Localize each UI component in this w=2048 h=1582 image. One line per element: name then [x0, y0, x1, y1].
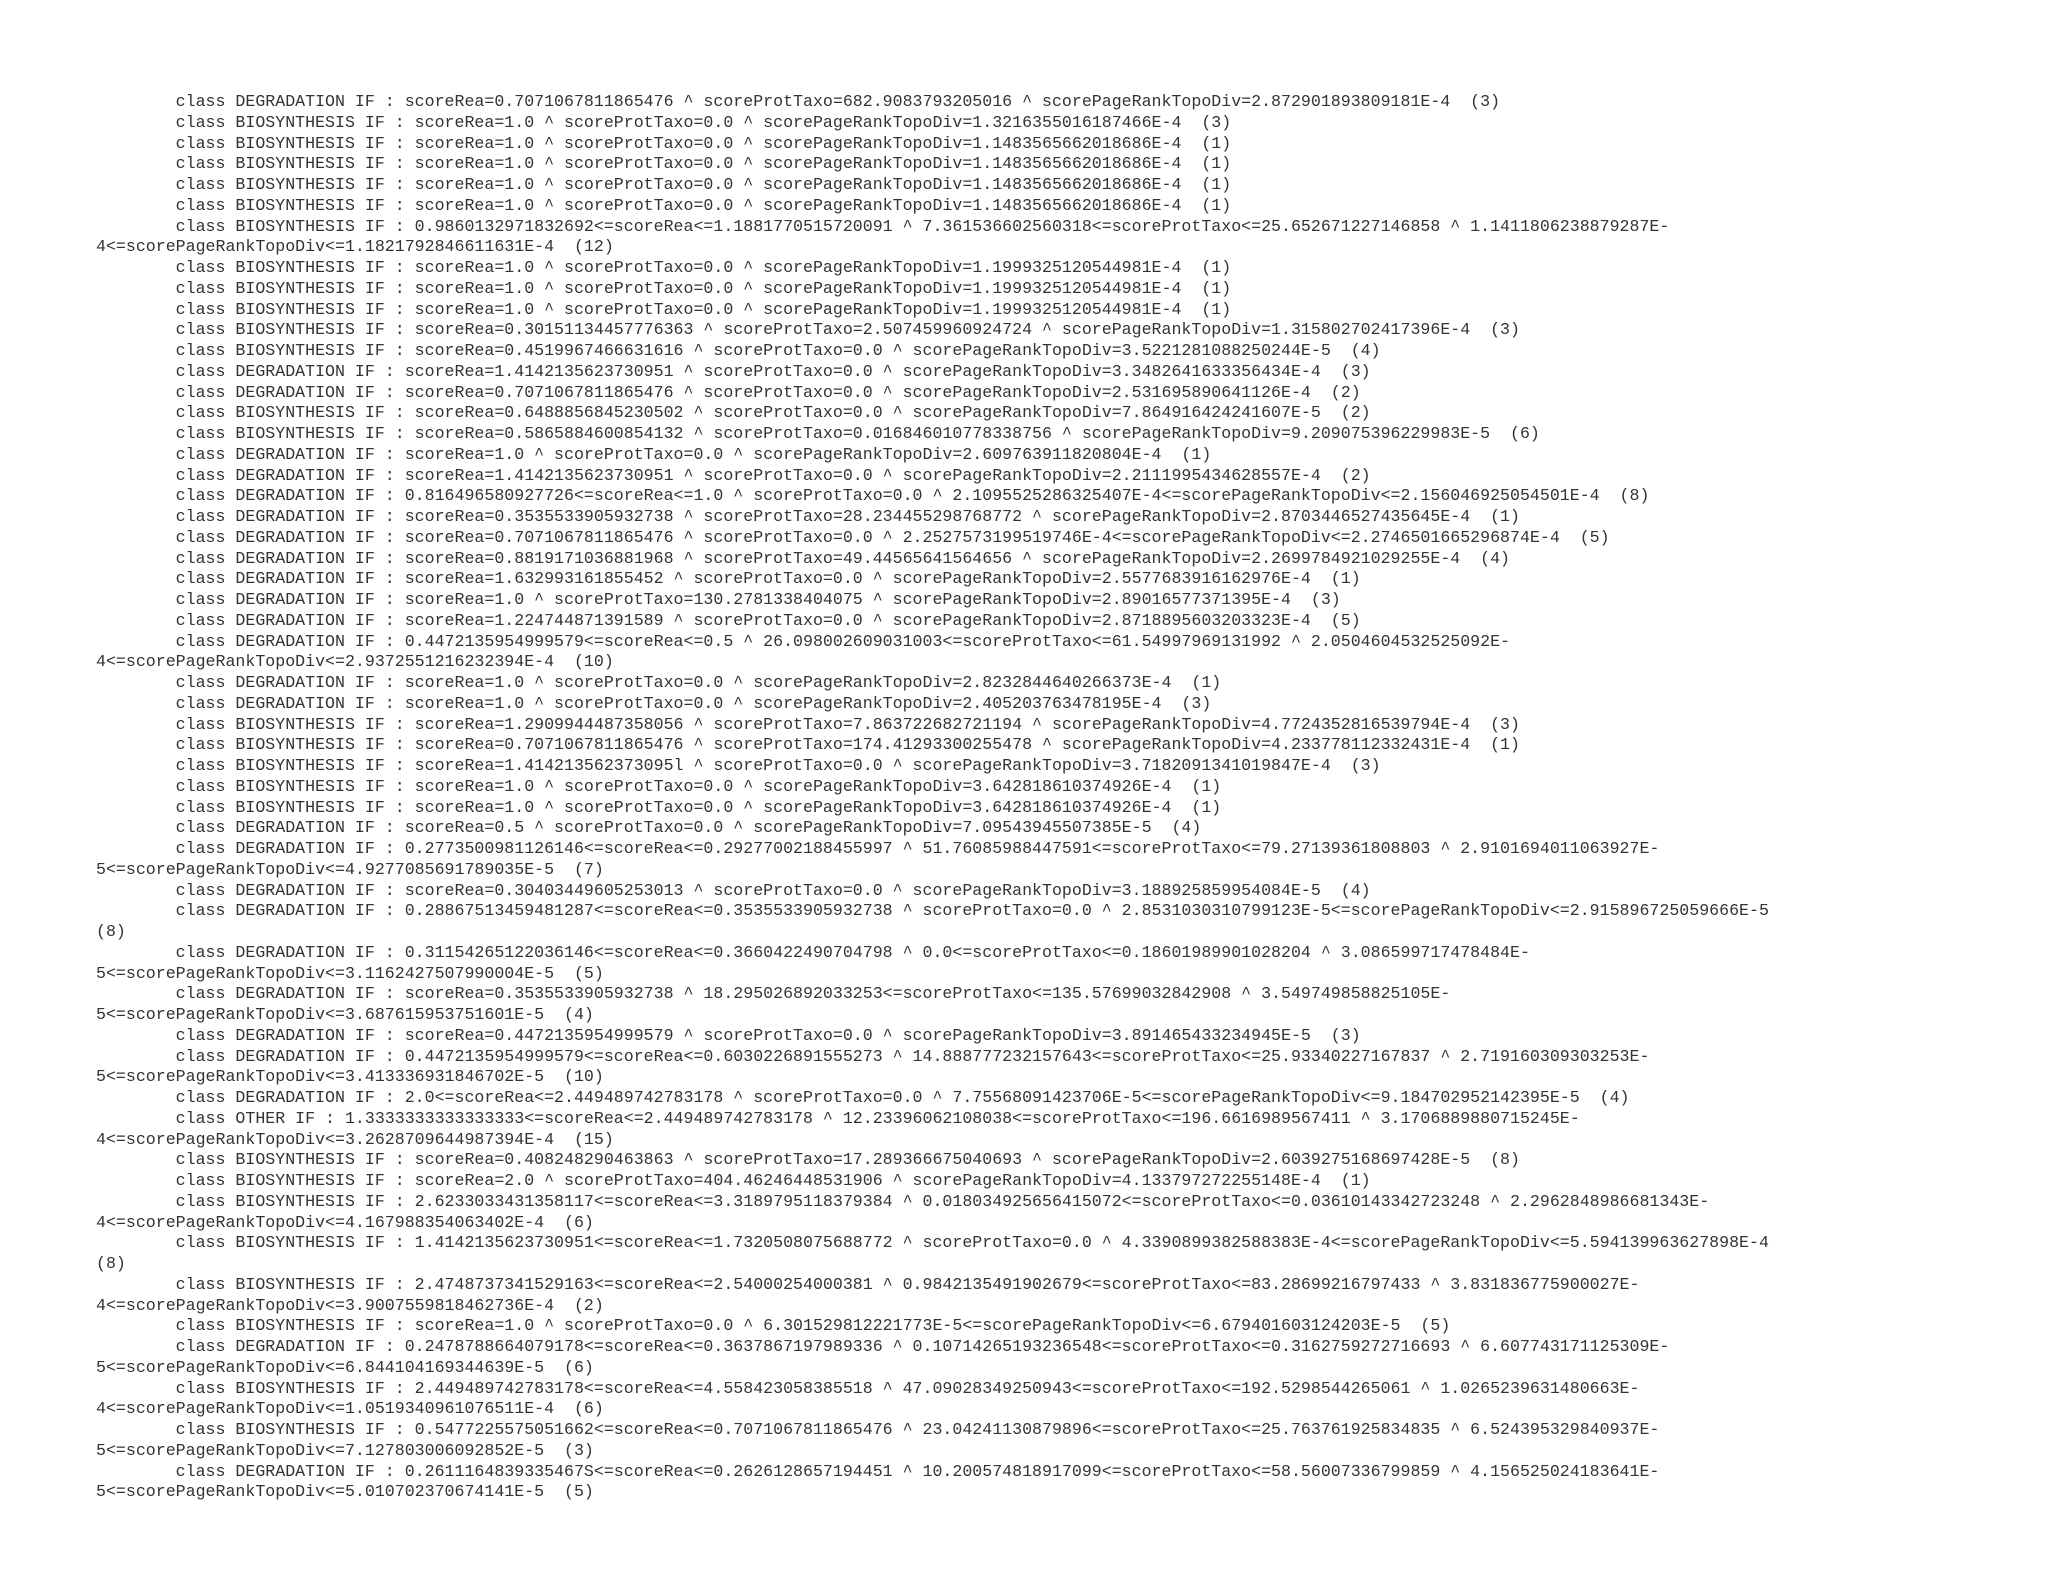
rule-line: class BIOSYNTHESIS IF : scoreRea=0.408248290463863 ^ scoreProtTaxo=17.289366675040693 ^ scorePageRankTopoDiv=2.6039275168697428E-5 (8): [96, 1150, 1520, 1170]
rule-line: (8): [96, 922, 126, 941]
rule-line: class BIOSYNTHESIS IF : scoreRea=1.0 ^ scoreProtTaxo=0.0 ^ scorePageRankTopoDiv=3.642818610374926E-4 (1): [96, 776, 1222, 796]
rule-line: class BIOSYNTHESIS IF : scoreRea=1.0 ^ scoreProtTaxo=0.0 ^ scorePageRankTopoDiv=1.1483565662018686E-4 (1): [96, 133, 1232, 153]
rule-line: class BIOSYNTHESIS IF : scoreRea=1.0 ^ scoreProtTaxo=0.0 ^ scorePageRankTopoDiv=1.1999325120544981E-4 (1): [96, 278, 1232, 298]
rule-line: class BIOSYNTHESIS IF : 2.6233033431358117<=scoreRea<=3.3189795118379384 ^ 0.018034925656415072<=scoreProtTaxo<=0.03610143342723248 ^ 2.2962848986681343E-: [96, 1191, 1710, 1211]
rule-line: class DEGRADATION IF : scoreRea=0.8819171036881968 ^ scoreProtTaxo=49.44565641564656 ^ scorePageRankTopoDiv=2.2699784921029255E-4 (4): [96, 548, 1511, 568]
rule-line: 4<=scorePageRankTopoDiv<=4.167988354063402E-4 (6): [96, 1212, 594, 1232]
rule-line: class DEGRADATION IF : scoreRea=0.7071067811865476 ^ scoreProtTaxo=682.9083793205016 ^ scorePageRankTopoDiv=2.872901893809181E-4 (3): [96, 92, 1501, 111]
rule-line: class BIOSYNTHESIS IF : scoreRea=1.0 ^ scoreProtTaxo=0.0 ^ scorePageRankTopoDiv=1.1483565662018686E-4 (1): [96, 175, 1232, 194]
rule-line: class BIOSYNTHESIS IF : scoreRea=1.2909944487358056 ^ scoreProtTaxo=7.863722682721194 ^ scorePageRankTopoDiv=4.7724352816539794E-4 (3): [96, 714, 1520, 734]
rule-line: 4<=scorePageRankTopoDiv<=1.0519340961076511E-4 (6): [96, 1399, 604, 1419]
rule-line: class DEGRADATION IF : scoreRea=0.30403449605253013 ^ scoreProtTaxo=0.0 ^ scorePageRankTopoDiv=3.188925859954084E-5 (4): [96, 880, 1371, 900]
rule-line: 4<=scorePageRankTopoDiv<=2.9372551216232394E-4 (10): [96, 652, 614, 672]
rule-line: class BIOSYNTHESIS IF : scoreRea=1.414213562373095l ^ scoreProtTaxo=0.0 ^ scorePageRankTopoDiv=3.7182091341019847E-4 (3): [96, 756, 1381, 775]
rule-line: class BIOSYNTHESIS IF : scoreRea=1.0 ^ scoreProtTaxo=0.0 ^ scorePageRankTopoDiv=1.1999325120544981E-4 (1): [96, 258, 1232, 277]
rule-line: class BIOSYNTHESIS IF : scoreRea=1.0 ^ scoreProtTaxo=0.0 ^ 6.301529812221773E-5<=scorePageRankTopoDiv<=6.679401603124203E-5 (5): [96, 1316, 1451, 1336]
rule-line: class BIOSYNTHESIS IF : 0.9860132971832692<=scoreRea<=1.1881770515720091 ^ 7.361536602560318<=scoreProtTaxo<=25.652671227146858 ^ 1.1411806238879287E-: [96, 216, 1670, 236]
rule-line: class BIOSYNTHESIS IF : scoreRea=0.30151134457776363 ^ scoreProtTaxo=2.507459960924724 ^ scorePageRankTopoDiv=1.315802702417396E-4 (3): [96, 320, 1520, 340]
rule-line: class BIOSYNTHESIS IF : scoreRea=0.7071067811865476 ^ scoreProtTaxo=174.41293300255478 ^ scorePageRankTopoDiv=4.233778112332431E-4 (1): [96, 735, 1520, 755]
rule-line: class BIOSYNTHESIS IF : scoreRea=1.0 ^ scoreProtTaxo=0.0 ^ scorePageRankTopoDiv=1.1483565662018686E-4 (1): [96, 154, 1232, 174]
rule-line: class BIOSYNTHESIS IF : scoreRea=0.6488856845230502 ^ scoreProtTaxo=0.0 ^ scorePageRankTopoDiv=7.864916424241607E-5 (2): [96, 403, 1371, 423]
rule-line: class BIOSYNTHESIS IF : 0.5477225575051662<=scoreRea<=0.7071067811865476 ^ 23.04241130879896<=scoreProtTaxo<=25.763761925834835 ^ 6.524395329840937E-: [96, 1420, 1660, 1439]
rule-line: class DEGRADATION IF : 0.31154265122036146<=scoreRea<=0.3660422490704798 ^ 0.0<=scoreProtTaxo<=0.18601989901028204 ^ 3.086599717478484E-: [96, 942, 1530, 962]
rule-line: 5<=scorePageRankTopoDiv<=4.9277085691789035E-5 (7): [96, 859, 604, 879]
rule-line: class DEGRADATION IF : 2.0<=scoreRea<=2.449489742783178 ^ scoreProtTaxo=0.0 ^ 7.75568091423706E-5<=scorePageRankTopoDiv<=9.184702952142395E-5 (4): [96, 1088, 1630, 1107]
rule-line: 5<=scorePageRankTopoDiv<=3.687615953751601E-5 (4): [96, 1005, 594, 1024]
rule-line: class DEGRADATION IF : scoreRea=1.632993161855452 ^ scoreProtTaxo=0.0 ^ scorePageRankTopoDiv=2.5577683916162976E-4 (1): [96, 569, 1361, 589]
rule-line: class BIOSYNTHESIS IF : scoreRea=0.5865884600854132 ^ scoreProtTaxo=0.016846010778338756 ^ scorePageRankTopoDiv=9.209075396229983E-5 (6): [96, 424, 1540, 443]
rule-line: class BIOSYNTHESIS IF : scoreRea=1.0 ^ scoreProtTaxo=0.0 ^ scorePageRankTopoDiv=1.1999325120544981E-4 (1): [96, 299, 1232, 319]
rule-line: class DEGRADATION IF : 0.4472135954999579<=scoreRea<=0.5 ^ 26.098002609031003<=scoreProtTaxo<=61.54997969131992 ^ 2.0504604532525092E-: [96, 631, 1511, 651]
document-page: [96, 92, 2026, 1503]
rule-line: class BIOSYNTHESIS IF : 2.4748737341529163<=scoreRea<=2.54000254000381 ^ 0.9842135491902679<=scoreProtTaxo<=83.28699216797433 ^ 3.831836775900027E-: [96, 1274, 1640, 1294]
rule-line: class DEGRADATION IF : 0.2478788664079178<=scoreRea<=0.3637867197989336 ^ 0.10714265193236548<=scoreProtTaxo<=0.3162759272716693 ^ 6.607743171125309E-: [96, 1337, 1670, 1356]
rule-line: class BIOSYNTHESIS IF : scoreRea=1.0 ^ scoreProtTaxo=0.0 ^ scorePageRankTopoDiv=3.642818610374926E-4 (1): [96, 797, 1222, 817]
rule-line: class DEGRADATION IF : 0.816496580927726<=scoreRea<=1.0 ^ scoreProtTaxo=0.0 ^ 2.1095525286325407E-4<=scorePageRankTopoDiv<=2.156046925054501E-4 (8): [96, 486, 1650, 506]
rule-line: class DEGRADATION IF : scoreRea=0.3535533905932738 ^ 18.295026892033253<=scoreProtTaxo<=135.57699032842908 ^ 3.549749858825105E-: [96, 984, 1451, 1004]
rule-line: 5<=scorePageRankTopoDiv<=7.127803006092852E-5 (3): [96, 1440, 594, 1460]
rule-line: class DEGRADATION IF : scoreRea=1.0 ^ scoreProtTaxo=0.0 ^ scorePageRankTopoDiv=2.8232844640266373E-4 (1): [96, 673, 1222, 692]
rule-line: (8): [96, 1254, 126, 1273]
rule-line: class DEGRADATION IF : scoreRea=1.4142135623730951 ^ scoreProtTaxo=0.0 ^ scorePageRankTopoDiv=2.2111995434628557E-4 (2): [96, 465, 1371, 485]
rule-line: class BIOSYNTHESIS IF : scoreRea=1.0 ^ scoreProtTaxo=0.0 ^ scorePageRankTopoDiv=1.3216355016187466E-4 (3): [96, 112, 1232, 132]
rule-line: 5<=scorePageRankTopoDiv<=3.413336931846702E-5 (10): [96, 1067, 604, 1087]
rule-line: class BIOSYNTHESIS IF : scoreRea=0.4519967466631616 ^ scoreProtTaxo=0.0 ^ scorePageRankTopoDiv=3.5221281088250244E-5 (4): [96, 341, 1381, 360]
rule-line: class DEGRADATION IF : scoreRea=1.4142135623730951 ^ scoreProtTaxo=0.0 ^ scorePageRankTopoDiv=3.3482641633356434E-4 (3): [96, 361, 1371, 381]
rule-line: class DEGRADATION IF : 0.28867513459481287<=scoreRea<=0.3535533905932738 ^ scoreProtTaxo=0.0 ^ 2.8531030310799123E-5<=scorePageRankTopoDiv<=2.915896725059666E-5: [96, 901, 1769, 921]
rule-line: class DEGRADATION IF : 0.2611164839335467S<=scoreRea<=0.2626128657194451 ^ 10.200574818917099<=scoreProtTaxo<=58.56007336799859 ^ 4.156525024183641E-: [96, 1461, 1660, 1481]
rule-line: class DEGRADATION IF : 0.2773500981126146<=scoreRea<=0.29277002188455997 ^ 51.76085988447591<=scoreProtTaxo<=79.27139361808803 ^ 2.9101694011063927E-: [96, 839, 1660, 858]
rule-line: class DEGRADATION IF : scoreRea=0.7071067811865476 ^ scoreProtTaxo=0.0 ^ scorePageRankTopoDiv=2.531695890641126E-4 (2): [96, 382, 1361, 402]
rule-line: 5<=scorePageRankTopoDiv<=5.010702370674141E-5 (5): [96, 1482, 594, 1502]
rule-line: class DEGRADATION IF : scoreRea=0.3535533905932738 ^ scoreProtTaxo=28.234455298768772 ^ scorePageRankTopoDiv=2.8703446527435645E-4 (1): [96, 507, 1520, 526]
rule-line: class DEGRADATION IF : scoreRea=1.0 ^ scoreProtTaxo=0.0 ^ scorePageRankTopoDiv=2.405203763478195E-4 (3): [96, 693, 1212, 713]
rule-line: class DEGRADATION IF : scoreRea=0.4472135954999579 ^ scoreProtTaxo=0.0 ^ scorePageRankTopoDiv=3.891465433234945E-5 (3): [96, 1025, 1361, 1045]
rule-line: 4<=scorePageRankTopoDiv<=3.9007559818462736E-4 (2): [96, 1295, 604, 1315]
rule-line: class BIOSYNTHESIS IF : 2.449489742783178<=scoreRea<=4.558423058385518 ^ 47.09028349250943<=scoreProtTaxo<=192.5298544265061 ^ 1.0265239631480663E-: [96, 1378, 1640, 1398]
rule-line: 4<=scorePageRankTopoDiv<=3.2628709644987394E-4 (15): [96, 1129, 614, 1149]
rule-line: class DEGRADATION IF : scoreRea=0.7071067811865476 ^ scoreProtTaxo=0.0 ^ 2.2527573199519746E-4<=scorePageRankTopoDiv<=2.2746501665296874E-4 (5): [96, 527, 1610, 547]
rule-line: class DEGRADATION IF : scoreRea=0.5 ^ scoreProtTaxo=0.0 ^ scorePageRankTopoDiv=7.09543945507385E-5 (4): [96, 818, 1202, 838]
rule-line: class OTHER IF : 1.3333333333333333<=scoreRea<=2.449489742783178 ^ 12.23396062108038<=scoreProtTaxo<=196.6616989567411 ^ 3.1706889880715245E-: [96, 1108, 1580, 1128]
rule-line: class BIOSYNTHESIS IF : scoreRea=2.0 ^ scoreProtTaxo=404.46246448531906 ^ scorePageRankTopoDiv=4.133797272255148E-4 (1): [96, 1171, 1371, 1190]
rule-line: 5<=scorePageRankTopoDiv<=3.1162427507990004E-5 (5): [96, 963, 604, 983]
rule-line: class DEGRADATION IF : scoreRea=1.224744871391589 ^ scoreProtTaxo=0.0 ^ scorePageRankTopoDiv=2.8718895603203323E-4 (5): [96, 610, 1361, 630]
rule-line: class BIOSYNTHESIS IF : scoreRea=1.0 ^ scoreProtTaxo=0.0 ^ scorePageRankTopoDiv=1.1483565662018686E-4 (1): [96, 195, 1232, 215]
rule-line: class DEGRADATION IF : scoreRea=1.0 ^ scoreProtTaxo=130.2781338404075 ^ scorePageRankTopoDiv=2.89016577371395E-4 (3): [96, 590, 1341, 609]
rule-line: class BIOSYNTHESIS IF : 1.4142135623730951<=scoreRea<=1.7320508075688772 ^ scoreProtTaxo=0.0 ^ 4.3390899382588383E-4<=scorePageRankTopoDiv<=5.594139963627898E-4: [96, 1233, 1769, 1253]
rule-line: class DEGRADATION IF : 0.4472135954999579<=scoreRea<=0.6030226891555273 ^ 14.888777232157643<=scoreProtTaxo<=25.93340227167837 ^ 2.719160309303253E-: [96, 1046, 1650, 1066]
rule-line: 4<=scorePageRankTopoDiv<=1.1821792846611631E-4 (12): [96, 237, 614, 257]
rule-line: 5<=scorePageRankTopoDiv<=6.844104169344639E-5 (6): [96, 1357, 594, 1377]
rule-line: class DEGRADATION IF : scoreRea=1.0 ^ scoreProtTaxo=0.0 ^ scorePageRankTopoDiv=2.609763911820804E-4 (1): [96, 444, 1212, 464]
